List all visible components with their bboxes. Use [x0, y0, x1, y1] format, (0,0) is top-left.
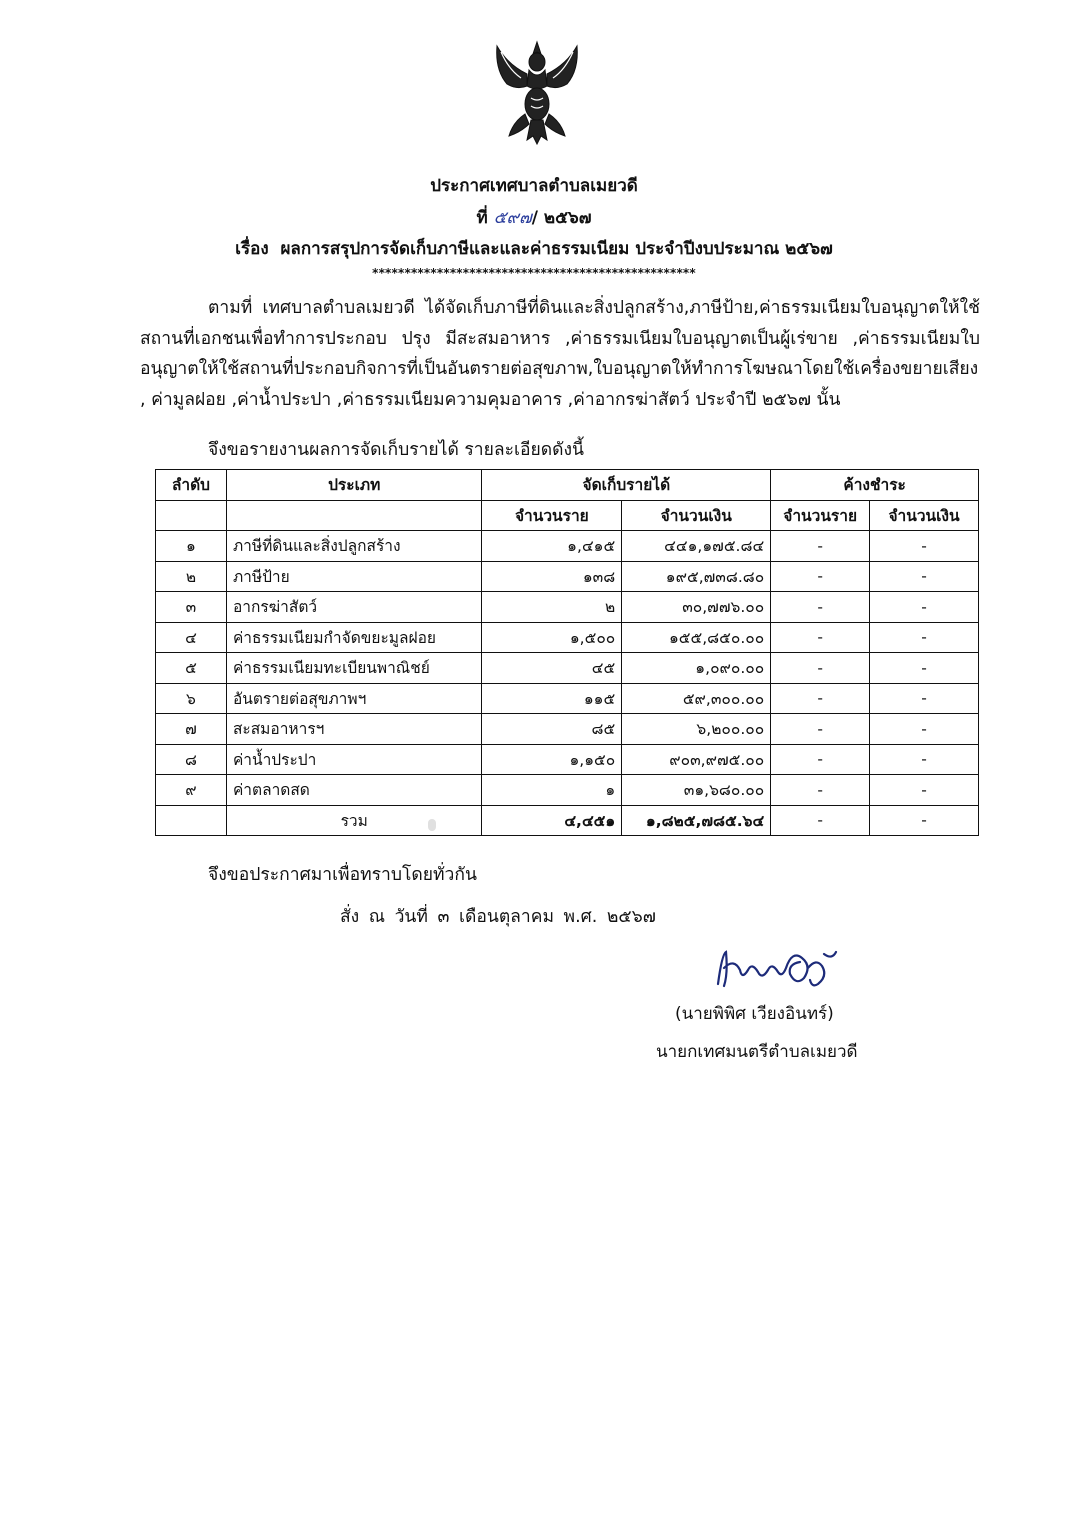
row-amount: ๖,๒๐๐.๐๐ [622, 714, 771, 745]
header-collected: จัดเก็บรายได้ [482, 470, 771, 501]
garuda-emblem-icon [493, 40, 581, 148]
row-no: ๗ [156, 714, 227, 745]
number-handwritten: ๕๙๗ [493, 208, 532, 228]
table-row [156, 775, 979, 806]
table-row [156, 592, 979, 623]
signer-position: นายกเทศมนตรีตำบลเมยวดี [656, 1042, 858, 1062]
scan-smudge [428, 819, 436, 831]
body-paragraph: ตามที่ เทศบาลตำบลเมยวดี ได้จัดเก็บภาษีที่ดินและสิ่งปลูกสร้าง,ภาษีป้าย,ค่าธรรมเนียมใบอนุญาตให้ใช้สถานที่เอกชนเพื่อทำการประกอบ ปรุง มีสะสมอาหาร ,ค่าธรรมเนียมใบอนุญาตเป็นผู้เร่ขาย ,ค่าธรรมเนียมใบอนุญาตให้ใช้สถานที่ประกอบกิจการที่เป็นอันตรายต่อสุขภาพ,ใบอนุญาตให้ทำการโฆษณาโดยใช้เครื่องขยายเสียง , ค่ามูลฝอย ,ค่าน้ำประปา ,ค่าธรรมเนียมความคุมอาคาร ,ค่าอากรฆ่าสัตว์ ประจำปี ๒๕๖๗ นั้น [140, 298, 980, 410]
row-count: ๔๕ [482, 653, 622, 684]
header-type: ประเภท [226, 470, 482, 501]
row-out-amount: - [870, 775, 979, 806]
table-row [156, 744, 979, 775]
table-row [156, 653, 979, 684]
revenue-table [155, 469, 979, 836]
row-out-count: - [771, 683, 870, 714]
row-amount: ๓๐,๗๗๖.๐๐ [622, 592, 771, 623]
row-no: ๓ [156, 592, 227, 623]
report-line: จึงขอรายงานผลการจัดเก็บรายได้ รายละเอียดดังนี้ [208, 440, 584, 460]
announcement-number [0, 204, 1068, 231]
header-type-blank [226, 500, 482, 531]
row-out-count: - [771, 775, 870, 806]
row-out-count: - [771, 592, 870, 623]
signer-name: (นายพิพิศ เวียงอินทร์) [675, 1004, 834, 1024]
row-amount: ๕๙,๓๐๐.๐๐ [622, 683, 771, 714]
signature-icon [712, 944, 842, 994]
row-count: ๑,๔๑๕ [482, 531, 622, 562]
row-type: ค่าน้ำประปา [226, 744, 482, 775]
row-type: ภาษีที่ดินและสิ่งปลูกสร้าง [226, 531, 482, 562]
row-no: ๔ [156, 622, 227, 653]
row-out-count: - [771, 561, 870, 592]
row-out-amount: - [870, 531, 979, 562]
row-no: ๙ [156, 775, 227, 806]
subject-text: ผลการสรุปการจัดเก็บภาษีและและค่าธรรมเนียม ประจำปีงบประมาณ ๒๕๖๗ [280, 239, 833, 259]
header-count: จำนวนราย [482, 500, 622, 531]
row-amount: ๑๕๕,๘๕๐.๐๐ [622, 622, 771, 653]
row-no: ๑ [156, 531, 227, 562]
row-no: ๕ [156, 653, 227, 684]
row-amount: ๑๙๕,๗๓๘.๘๐ [622, 561, 771, 592]
header-out-amount: จำนวนเงิน [870, 500, 979, 531]
row-out-count: - [771, 653, 870, 684]
row-no: ๒ [156, 561, 227, 592]
header-out-count: จำนวนราย [771, 500, 870, 531]
row-no: ๘ [156, 744, 227, 775]
row-out-amount: - [870, 744, 979, 775]
divider-stars: ************************************************** [372, 266, 696, 280]
row-type: อากรฆ่าสัตว์ [226, 592, 482, 623]
row-type: ค่าธรรมเนียมกำจัดขยะมูลฝอย [226, 622, 482, 653]
row-type: ค่าตลาดสด [226, 775, 482, 806]
row-out-amount: - [870, 622, 979, 653]
row-amount: ๙๐๓,๙๗๕.๐๐ [622, 744, 771, 775]
row-type: ภาษีป้าย [226, 561, 482, 592]
total-label: รวม [226, 805, 482, 836]
row-type: ค่าธรรมเนียมทะเบียนพาณิชย์ [226, 653, 482, 684]
row-out-amount: - [870, 714, 979, 745]
row-out-count: - [771, 744, 870, 775]
row-count: ๑๑๕ [482, 683, 622, 714]
total-count: ๔,๔๕๑ [482, 805, 622, 836]
table-row [156, 531, 979, 562]
number-suffix: / ๒๕๖๗ [531, 208, 592, 228]
row-out-amount: - [870, 592, 979, 623]
row-out-count: - [771, 714, 870, 745]
header-outstanding: ค้างชำระ [771, 470, 979, 501]
row-out-amount: - [870, 561, 979, 592]
row-out-amount: - [870, 653, 979, 684]
announcement-title: ประกาศเทศบาลตำบลเมยวดี [430, 176, 638, 196]
header-amount: จำนวนเงิน [622, 500, 771, 531]
row-out-count: - [771, 622, 870, 653]
row-no: ๖ [156, 683, 227, 714]
row-out-count: - [771, 531, 870, 562]
total-amount: ๑,๘๒๕,๗๘๕.๖๔ [622, 805, 771, 836]
table-row [156, 683, 979, 714]
row-type: สะสมอาหารฯ [226, 714, 482, 745]
row-count: ๑,๑๕๐ [482, 744, 622, 775]
total-out-count: - [771, 805, 870, 836]
row-amount: ๑,๐๙๐.๐๐ [622, 653, 771, 684]
header-no-blank [156, 500, 227, 531]
announcement-subject [0, 235, 1068, 262]
total-out-amount: - [870, 805, 979, 836]
row-count: ๑๓๘ [482, 561, 622, 592]
total-no-blank [156, 805, 227, 836]
row-out-amount: - [870, 683, 979, 714]
table-row [156, 561, 979, 592]
row-amount: ๔๔๑,๑๗๕.๘๔ [622, 531, 771, 562]
number-prefix: ที่ [476, 208, 488, 228]
row-count: ๘๕ [482, 714, 622, 745]
row-count: ๒ [482, 592, 622, 623]
header-no: ลำดับ [156, 470, 227, 501]
row-count: ๑,๕๐๐ [482, 622, 622, 653]
date-line: สั่ง ณ วันที่ ๓ เดือนตุลาคม พ.ศ. ๒๕๖๗ [340, 907, 656, 927]
row-amount: ๓๑,๖๘๐.๐๐ [622, 775, 771, 806]
table-row [156, 714, 979, 745]
subject-label: เรื่อง [235, 239, 269, 259]
row-type: อันตรายต่อสุขภาพฯ [226, 683, 482, 714]
closing-line: จึงขอประกาศมาเพื่อทราบโดยทั่วกัน [208, 865, 477, 885]
table-row [156, 622, 979, 653]
table-total-row [156, 805, 979, 836]
row-count: ๑ [482, 775, 622, 806]
